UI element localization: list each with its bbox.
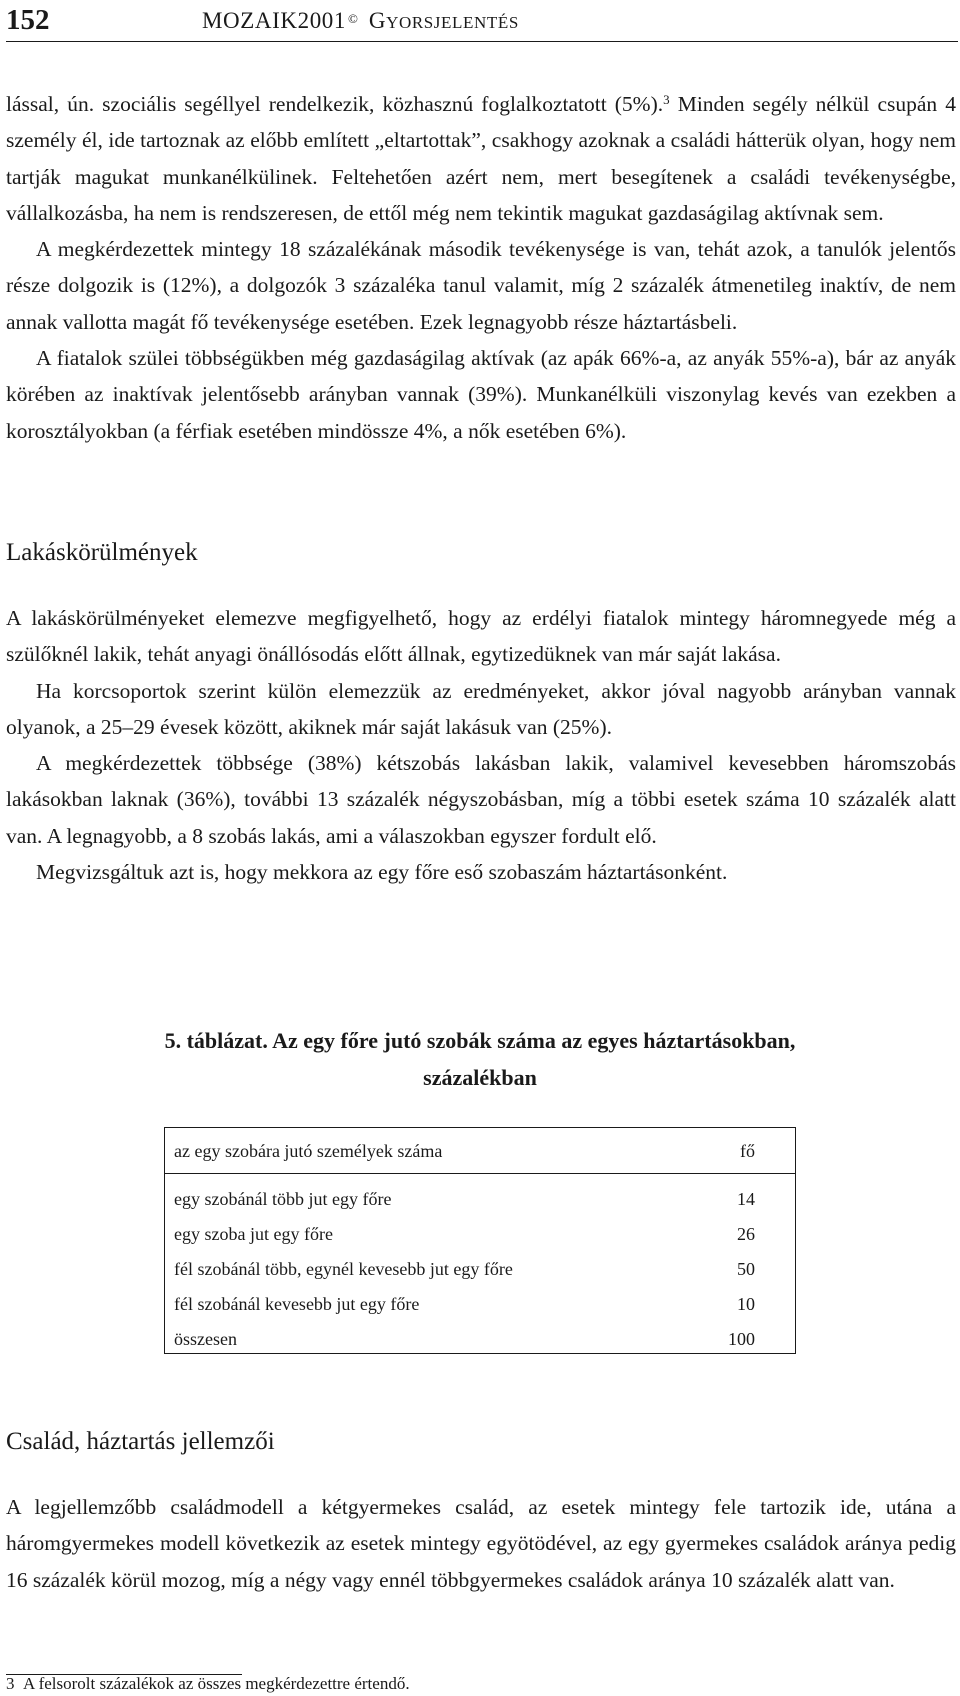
paragraph: A lakáskörülményeket elemezve megfigyelhető, hogy az erdélyi fiatalok mintegy háromnegyede még a szülőknél lakik, tehát anyagi önállósodás előtt állnak, egytizedüknek van már saját lakása. (6, 606, 956, 667)
table-row (174, 1321, 755, 1357)
table-header-label: az egy szobára jutó személyek száma (174, 1141, 443, 1161)
footnote-number: 3 (6, 1674, 15, 1693)
running-title (202, 6, 519, 38)
paragraph: A megkérdezettek többsége (38%) kétszobás lakásban lakik, valamivel kevesebben háromszobás lakásokban laknak (36%), további 13 százalék négyszobásban, míg a többi esetek száma 10 százalék alatt van. A legnagyobb, a 8 szobás lakás, ami a válaszokban egyszer fordult elő. (6, 751, 956, 848)
section-heading-housing: Lakáskörülmények (6, 539, 198, 566)
table-row (174, 1181, 755, 1217)
paragraph: A megkérdezettek mintegy 18 százalékának második tevékenysége is van, tehát azok, a tanulók jelentős része dolgozik is (12%), a dolgozók 3 százaléka tanul valamit, míg 2 százalék átmenetileg inaktív, de nem annak vallotta magát fő tevékenysége esetében. Ezek legnagyobb része háztartásbeli. (6, 237, 956, 334)
table-cell-value: 100 (728, 1329, 755, 1349)
table-cell-label: egy szoba jut egy főre (174, 1224, 333, 1244)
paragraph: lással, ún. szociális segéllyel rendelkezik, közhasznú foglalkoztatott (5%).$^3$ Minden segély nélkül csupán 4 személy él, ide tartoznak az előbb említett „eltartottak”, csakhogy azoknak a családi hátterük olyan, hogy nem tartják magukat munkanélkülinek. Feltehetően azért nem, mert besegítenek a családi tevékenységbe, vállalkozásba, ha nem is rendszeresen, de ettől még nem tekintik magukat gazdaságilag aktívnak sem. (6, 92, 956, 225)
table-cell-value: 50 (737, 1259, 755, 1279)
table-row (174, 1286, 755, 1322)
body-text-housing (6, 600, 956, 890)
table-cell-label: fél szobánál kevesebb jut egy főre (174, 1294, 420, 1314)
rooms-per-person-table (164, 1127, 796, 1354)
paragraph: Megvizsgáltuk azt is, hogy mekkora az egy főre eső szobaszám háztartásonként. (36, 860, 728, 885)
table-header-value: fő (740, 1141, 755, 1161)
running-title-initial: G (368, 8, 387, 33)
table-cell-label: fél szobánál több, egynél kevesebb jut egy főre (174, 1259, 513, 1279)
running-header (6, 0, 958, 42)
table-caption-line1: 5. táblázat. Az egy főre jutó szobák száma az egyes háztartásokban, (164, 1028, 796, 1053)
table-header-row (174, 1133, 755, 1169)
footnote (6, 1672, 410, 1696)
table-cell-value: 14 (737, 1189, 755, 1209)
body-text-family (6, 1489, 956, 1598)
page-number: 152 (6, 4, 50, 36)
footnote-text: A felsorolt százalékok az összes megkérdezettre értendő. (23, 1674, 410, 1693)
body-text-top (6, 86, 956, 449)
table-cell-value: 26 (737, 1224, 755, 1244)
paragraph: Ha korcsoportok szerint külön elemezzük az eredményeket, akkor jóval nagyobb arányban vannak olyanok, a 25–29 évesek között, akiknek már saját lakásuk van (25%). (6, 678, 956, 739)
footnote-ref: 3 (663, 92, 670, 107)
paragraph: A fiatalok szülei többségükben még gazdaságilag aktívak (az apák 66%-a, az anyák 55%-a), bár az anyák körében az inaktívak jelentősebb arányban vannak (39%). Munkanélküli viszonylag kevés van ezekben a korosztályokban (a férfiak esetében mindössze 4%, a nők esetében 6%). (6, 346, 956, 443)
table-caption (40, 1022, 920, 1096)
table-cell-label: összesen (174, 1329, 237, 1349)
table-caption-line2: százalékban (423, 1065, 537, 1090)
paragraph: A legjellemzőbb családmodell a kétgyermekes család, az esetek mintegy fele tartozik ide, utána a háromgyermekes modell következik az esetek mintegy egyötödével, az egy gyermekes családok aránya pedig 16 százalék körül mozog, míg a négy vagy ennél többgyermekes családok aránya 10 százalék alatt van. (6, 1495, 956, 1592)
table-row (174, 1251, 755, 1287)
table-row (174, 1216, 755, 1252)
table-cell-label: egy szobánál több jut egy főre (174, 1189, 392, 1209)
section-heading-family: Család, háztartás jellemzői (6, 1428, 275, 1455)
table-header-rule (165, 1173, 795, 1174)
running-title-main: MOZAIK2001 (202, 8, 346, 33)
copyright-mark: © (348, 11, 359, 26)
table-cell-value: 10 (737, 1294, 755, 1314)
running-title-rest: YORSJELENTÉS (386, 13, 519, 32)
